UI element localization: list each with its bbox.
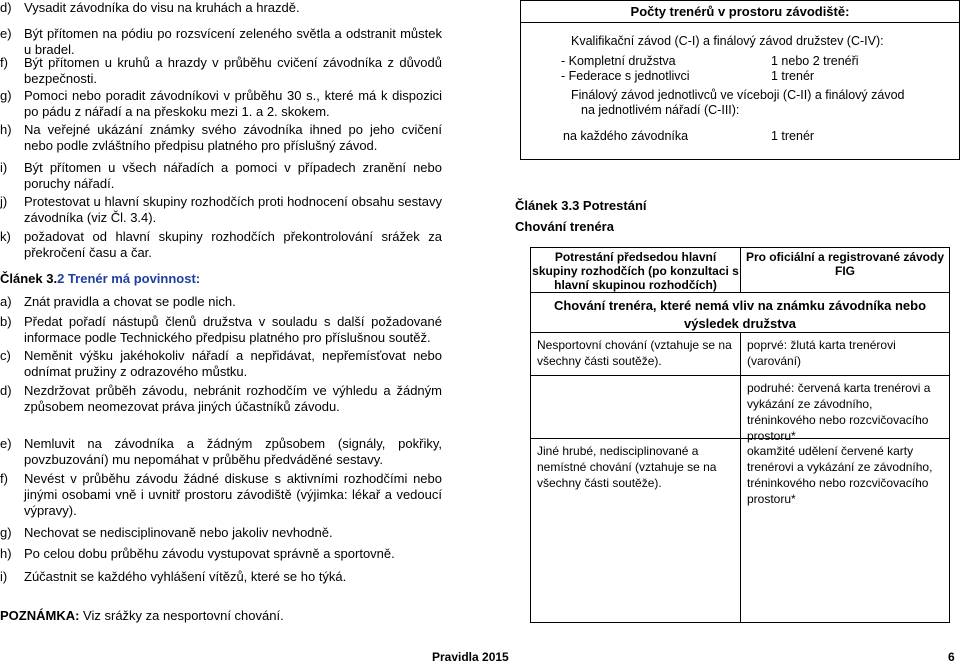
penalty-table-header [530,247,950,293]
list-item: d) Vysadit závodníka do visu na kruhách a hrazdě. [0,0,300,15]
list-item: f) Nevést v průběhu závodu žádné diskuse s aktivními rozhodčími nebo jinými osobami vně i uvnitř prostoru závodiště (výjimka: lékař a vedoucí výpravy). [0,471,442,518]
penalty-table [530,293,950,623]
table-cell: poprvé: žlutá karta trenérovi (varování) [747,338,896,368]
box-line: - Kompletní družstva [561,54,676,68]
footer-title: Pravidla 2015 [432,650,509,664]
box-line: na každého závodníka [563,129,689,143]
trainer-count-box [520,0,960,160]
table-cell [531,376,741,438]
table-row [531,376,949,443]
list-item: k) požadovat od hlavní skupiny rozhodčích překontrolování srážek za překročení času a čar. [0,229,442,260]
table-cell: Nesportovní chování (vztahuje se na všechny části soutěže). [531,333,741,375]
box-line: - Federace s jednotlivci [561,69,690,83]
list-item: i) Zúčastnit se každého vyhlášení vítězů, které se ho týká. [0,569,347,584]
box-title: Počty trenérů v prostoru závodiště: [521,1,959,23]
list-item: b) Předat pořadí nástupů členů družstva v souladu s další požadované informace podle Technického předpisu platného pro příslušnou soutěž. [0,314,442,345]
table-cell: podruhé: červená karta trenérovi a vykázání ze závodního, tréninkového nebo rozcvičovacího prostoru* [747,381,931,443]
section-heading: Článek 3.3 Potrestání [515,198,647,213]
list-item: e) Být přítomen na pódiu po rozsvícení zeleného světla a odstranit můstek u bradel. [0,26,442,57]
page-number: 6 [948,650,955,664]
table-title: Chování trenéra, které nemá vliv na známku závodníka nebo výsledek družstva [531,293,949,333]
list-item: j) Protestovat u hlavní skupiny rozhodčích proti hodnocení obsahu sestavy závodníka (viz Čl. 3.4). [0,194,442,225]
section-heading: Článek 3.2 Trenér má povinnost: [0,271,201,286]
list-item: f) Být přítomen u kruhů a hrazdy v průběhu cvičení závodníka z důvodů bezpečnosti. [0,55,442,86]
table-cell: Potrestání předsedou hlavní skupiny rozhodčích (po konzultaci s hlavní skupinou rozhodčích) [531,248,741,292]
table-cell: Pro oficiální a registrované závody FIG [745,250,945,278]
subheading: Chování trenéra [515,219,614,234]
box-line: Kvalifikační závod (C-I) a finálový závod družstev (C-IV): [571,34,884,48]
list-item: h) Po celou dobu průběhu závodu vystupovat správně a sportovně. [0,546,395,561]
box-line: 1 trenér [771,69,815,83]
box-line: Finálový závod jednotlivců ve víceboji (C-II) a finálový závod [571,88,905,102]
note: POZNÁMKA: Viz srážky za nesportovní chování. [0,608,284,623]
list-item: c) Neměnit výšku jakéhokoliv nářadí a nepřidávat, nepřemísťovat nebo odnímat pružiny z odrazového můstku. [0,348,442,379]
list-item: g) Nechovat se nedisciplinovaně nebo jakoliv nevhodně. [0,525,333,540]
list-item: g) Pomoci nebo poradit závodníkovi v průběhu 30 s., které má k dispozici po pádu z nářadí a na přeskoku mezi 1. a 2. skokem. [0,88,442,119]
box-line: 1 trenér [771,129,815,143]
table-cell: okamžité udělení červené karty trenérovi a vykázání ze závodního, tréninkového nebo rozcvičovacího prostoru* [747,444,933,506]
list-item: e) Nemluvit na závodníka a žádným způsobem (signály, pokřiky, povzbuzování) mu nepomáhat v průběhu předváděné sestavy. [0,436,442,467]
list-item: d) Nezdržovat průběh závodu, nebránit rozhodčím ve výhledu a žádným způsobem neomezovat práva jiných účastníků závodu. [0,383,442,414]
list-item: h) Na veřejné ukázání známky svého závodníka ihned po jeho cvičení nebo podle zvláštního předpisu platného pro příslušný závod. [0,122,442,153]
table-cell: Jiné hrubé, nedisciplinované a nemístné chování (vztahuje se na všechny části soutěže). [531,439,741,622]
table-row [531,439,949,622]
box-line: na jednotlivém nářadí (C-III): [581,103,740,117]
table-row [531,333,949,376]
list-item: i) Být přítomen u všech nářadích a pomoci v případech zranění nebo poruchy nářadí. [0,160,442,191]
list-item: a) Znát pravidla a chovat se podle nich. [0,294,236,309]
box-line: 1 nebo 2 trenéři [771,54,859,68]
